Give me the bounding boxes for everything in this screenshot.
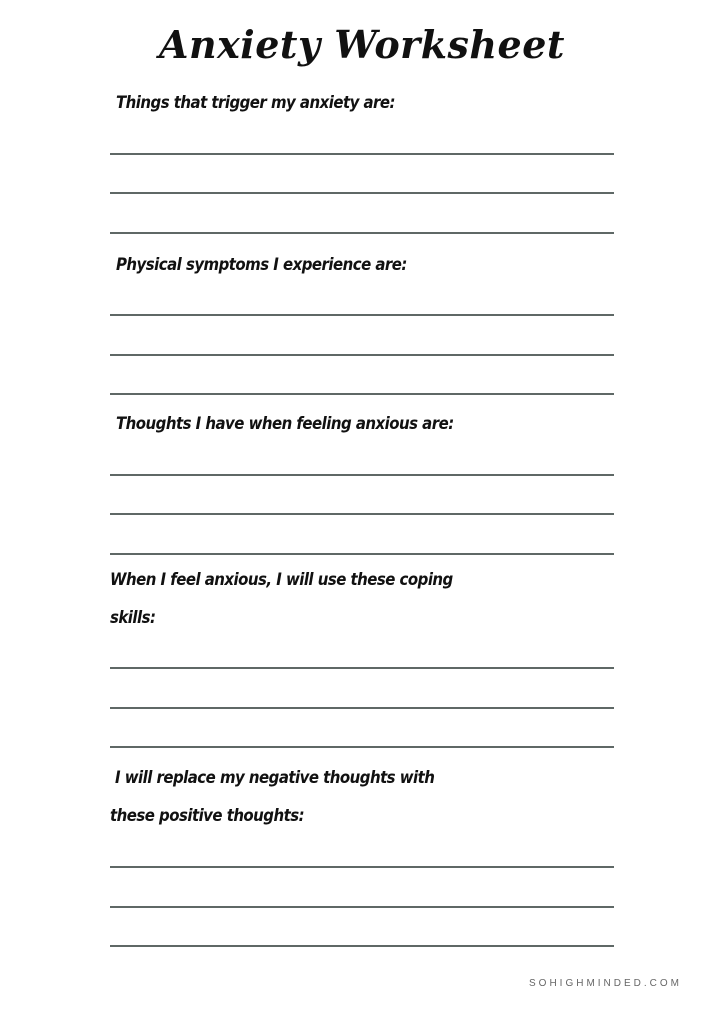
answer-line[interactable]	[110, 553, 614, 555]
answer-line[interactable]	[110, 192, 614, 194]
prompt-coping-skills-line1: When I feel anxious, I will use these coping	[110, 570, 453, 590]
answer-line[interactable]	[110, 945, 614, 947]
footer-website: SOHIGHMINDED.COM	[529, 978, 682, 989]
answer-line[interactable]	[110, 474, 614, 476]
answer-line[interactable]	[110, 746, 614, 748]
worksheet-title: Anxiety Worksheet	[159, 22, 565, 67]
answer-line[interactable]	[110, 393, 614, 395]
prompt-triggers: Things that trigger my anxiety are:	[116, 93, 395, 113]
answer-line[interactable]	[110, 354, 614, 356]
prompt-positive-thoughts-line1: I will replace my negative thoughts with	[115, 768, 435, 788]
prompt-positive-thoughts-line2: these positive thoughts:	[110, 806, 305, 826]
answer-line[interactable]	[110, 866, 614, 868]
answer-line[interactable]	[110, 513, 614, 515]
answer-line[interactable]	[110, 314, 614, 316]
prompt-anxious-thoughts: Thoughts I have when feeling anxious are:	[116, 414, 454, 434]
answer-line[interactable]	[110, 906, 614, 908]
answer-line[interactable]	[110, 667, 614, 669]
prompt-coping-skills-line2: skills:	[110, 608, 156, 628]
prompt-physical-symptoms: Physical symptoms I experience are:	[116, 255, 407, 275]
answer-line[interactable]	[110, 232, 614, 234]
answer-line[interactable]	[110, 153, 614, 155]
answer-line[interactable]	[110, 707, 614, 709]
